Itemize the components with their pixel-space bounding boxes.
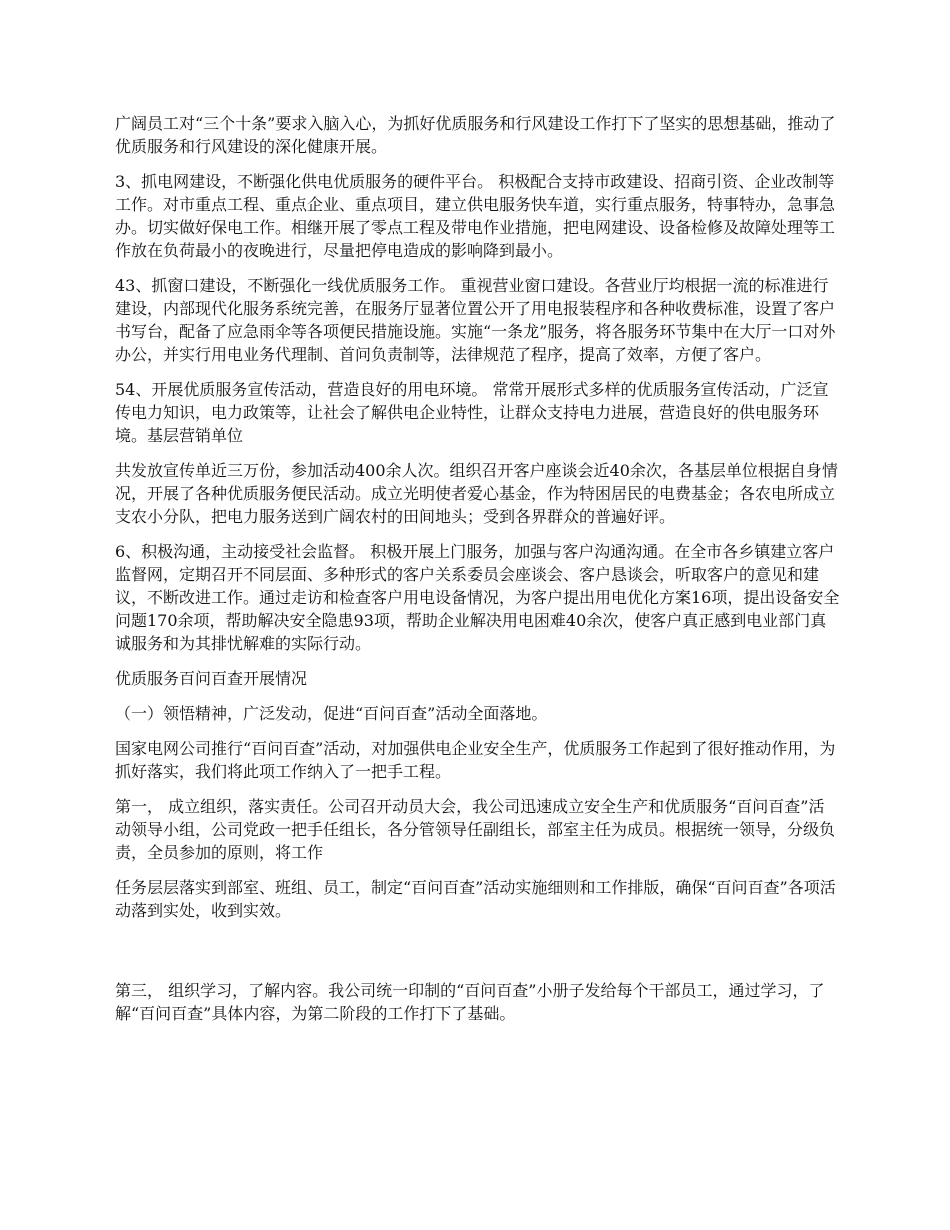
paragraph-3: 43、抓窗口建设，不断强化一线优质服务工作。 重视营业窗口建设。各营业厅均根据一流的标准进行建设，内部现代化服务系统完善，在服务厅显著位置公开了用电报装程序和各种收费标准，设置了客户书写台，配备了应急雨伞等各项便民措施设施。实施“一条龙”服务，将各服务环节集中在大厅一口对外办公，并实行用电业务代理制、首问负责制等，法律规范了程序，提高了效率，方便了客户。 [115,276,836,364]
paragraph-6: 6、积极沟通，主动接受社会监督。 积极开展上门服务，加强与客户沟通沟通。在全市各乡镇建立客户监督网，定期召开不同层面、多种形式的客户关系委员会座谈会、客户恳谈会，听取客户的意见和建议，不断改进工作。通过走访和检查客户用电设备情况，为客户提出用电优化方案16项，提出设备安全问题170余项，帮助解决安全隐患93项，帮助企业解决用电困难40余次，使客户真正感到电业部门真诚服务和为其排忧解难的实际行动。 [115,542,840,653]
subsection-heading: （一）领悟精神，广泛发动，促进“百问百查”活动全面落地。 [115,704,548,723]
paragraph-9: 任务层层落实到部室、班组、员工，制定“百问百查”活动实施细则和工作排版，确保“百问百查”各项活动落到实处，收到实效。 [115,878,836,920]
paragraph-10: 第三， 组织学习，了解内容。我公司统一印制的“百问百查”小册子发给每个干部员工，通过学习，了解“百问百查”具体内容，为第二阶段的工作打下了基础。 [115,981,825,1023]
blank-gap [115,934,840,979]
paragraph-7: 国家电网公司推行“百问百查”活动，对加强供电企业安全生产，优质服务工作起到了很好推动作用，为抓好落实，我们将此项工作纳入了一把手工程。 [115,739,836,781]
paragraph-1: 广阔员工对“三个十条”要求入脑入心，为抓好优质服务和行风建设工作打下了坚实的思想基础，推动了优质服务和行风建设的深化健康开展。 [115,114,836,156]
section-heading: 优质服务百问百查开展情况 [115,669,308,688]
paragraph-5: 共发放宣传单近三万份，参加活动400余人次。组织召开客户座谈会近40余次，各基层单位根据自身情况，开展了各种优质服务便民活动。成立光明使者爱心基金，作为特困居民的电费基金；各农电所成立支农小分队，把电力服务送到广阔农村的田间地头；受到各界群众的普遍好评。 [115,461,838,526]
paragraph-8: 第一， 成立组织，落实责任。公司召开动员大会，我公司迅速成立安全生产和优质服务“百问百查”活动领导小组，公司党政一把手任组长，各分管领导任副组长，部室主任为成员。根据统一领导，分级负责，全员参加的原则，将工作 [115,797,836,862]
paragraph-2: 3、抓电网建设，不断强化供电优质服务的硬件平台。 积极配合支持市政建设、招商引资、企业改制等工作。对市重点工程、重点企业、重点项目，建立供电服务快车道，实行重点服务，特事特办，急事急办。切实做好保电工作。相继开展了零点工程及带电作业措施，把电网建设、设备检修及故障处理等工作放在负荷最小的夜晚进行，尽量把停电造成的影响降到最小。 [115,172,836,260]
paragraph-4: 54、开展优质服务宣传活动，营造良好的用电环境。 常常开展形式多样的优质服务宣传活动，广泛宣传电力知识，电力政策等，让社会了解供电企业特性，让群众支持电力进展，营造良好的供电服务环境。基层营销单位 [115,380,829,445]
